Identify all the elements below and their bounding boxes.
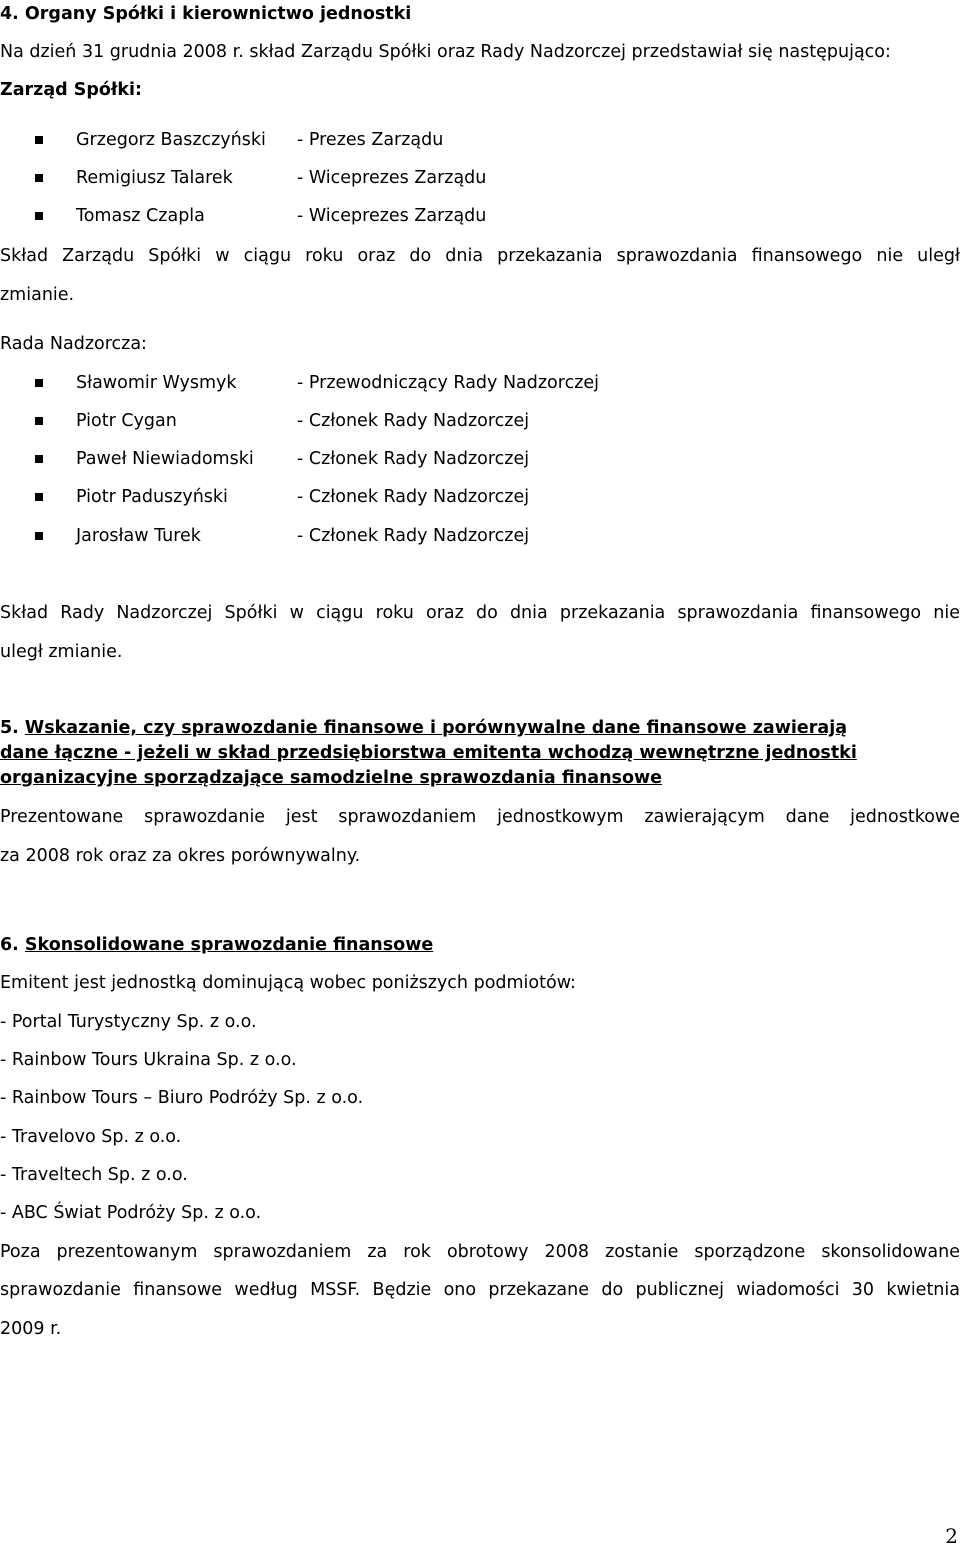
- member-name: Jarosław Turek: [76, 526, 201, 546]
- section-5-heading-line-1: [0, 716, 847, 740]
- member-role: - Wiceprezes Zarządu: [297, 168, 487, 188]
- square-bullet-icon: [35, 174, 43, 182]
- council-note-line-1: Skład Rady Nadzorczej Spółki w ciągu roku oraz do dnia przekazania sprawozdania finansowego nie: [0, 603, 960, 623]
- member-name: Remigiusz Talarek: [76, 168, 233, 188]
- section-4-heading: 4. Organy Spółki i kierownictwo jednostki: [0, 4, 412, 24]
- member-role: - Członek Rady Nadzorczej: [297, 526, 530, 546]
- member-name: Piotr Cygan: [76, 411, 177, 431]
- member-role: - Członek Rady Nadzorczej: [297, 449, 530, 469]
- member-role: - Członek Rady Nadzorczej: [297, 411, 530, 431]
- section-6-closing-line-2: sprawozdanie finansowe według MSSF. Będzie ono przekazane do publicznej wiadomości 30 kwietnia: [0, 1280, 960, 1300]
- member-name: Tomasz Czapla: [76, 206, 205, 226]
- page-number: 2: [945, 1524, 958, 1548]
- board-note-line-1: Skład Zarządu Spółki w ciągu roku oraz do dnia przekazania sprawozdania finansowego nie uległ: [0, 246, 960, 266]
- square-bullet-icon: [35, 136, 43, 144]
- square-bullet-icon: [35, 212, 43, 220]
- square-bullet-icon: [35, 532, 43, 540]
- list-item: - Travelovo Sp. z o.o.: [0, 1127, 182, 1147]
- member-name: Piotr Paduszyński: [76, 487, 228, 507]
- section-6-closing-line-1: Poza prezentowanym sprawozdaniem za rok obrotowy 2008 zostanie sporządzone skonsolidowane: [0, 1242, 960, 1262]
- council-note-line-2: uległ zmianie.: [0, 642, 123, 662]
- square-bullet-icon: [35, 455, 43, 463]
- section-5-body-line-2: za 2008 rok oraz za okres porównywalny.: [0, 846, 361, 866]
- section-6-heading: [0, 933, 433, 957]
- member-role: - Wiceprezes Zarządu: [297, 206, 487, 226]
- square-bullet-icon: [35, 493, 43, 501]
- list-item: - Traveltech Sp. z o.o.: [0, 1165, 188, 1185]
- list-item: - Portal Turystyczny Sp. z o.o.: [0, 1012, 257, 1032]
- member-name: Grzegorz Baszczyński: [76, 130, 266, 150]
- section-5-heading-line-2: dane łączne - jeżeli w skład przedsiębiorstwa emitenta wchodzą wewnętrzne jednostki: [0, 743, 857, 763]
- square-bullet-icon: [35, 379, 43, 387]
- member-role: - Członek Rady Nadzorczej: [297, 487, 530, 507]
- section-6-number: 6.: [0, 935, 19, 955]
- section-5-heading-line-3: organizacyjne sporządzające samodzielne sprawozdania finansowe: [0, 768, 663, 788]
- member-name: Sławomir Wysmyk: [76, 373, 237, 393]
- member-role: - Przewodniczący Rady Nadzorczej: [297, 373, 600, 393]
- section-5-body-line-1: Prezentowane sprawozdanie jest sprawozdaniem jednostkowym zawierającym dane jednostkowe: [0, 807, 960, 827]
- section-6-title: Skonsolidowane sprawozdanie finansowe: [24, 935, 434, 955]
- section-6-closing-line-3: 2009 r.: [0, 1319, 62, 1339]
- list-item: - Rainbow Tours – Biuro Podróży Sp. z o.o.: [0, 1088, 364, 1108]
- member-role: - Prezes Zarządu: [297, 130, 444, 150]
- member-name: Paweł Niewiadomski: [76, 449, 254, 469]
- section-5-title: Wskazanie, czy sprawozdanie finansowe i porównywalne dane finansowe zawierają: [24, 718, 848, 738]
- board-label: Zarząd Spółki:: [0, 80, 143, 100]
- board-note-line-2: zmianie.: [0, 285, 75, 305]
- list-item: - Rainbow Tours Ukraina Sp. z o.o.: [0, 1050, 297, 1070]
- section-4-intro: Na dzień 31 grudnia 2008 r. skład Zarządu Spółki oraz Rady Nadzorczej przedstawiał się następująco:: [0, 42, 891, 62]
- list-item: - ABC Świat Podróży Sp. z o.o.: [0, 1203, 262, 1223]
- section-5-number: 5.: [0, 718, 19, 738]
- council-label: Rada Nadzorcza:: [0, 334, 147, 354]
- section-6-intro: Emitent jest jednostką dominującą wobec poniższych podmiotów:: [0, 973, 576, 993]
- square-bullet-icon: [35, 417, 43, 425]
